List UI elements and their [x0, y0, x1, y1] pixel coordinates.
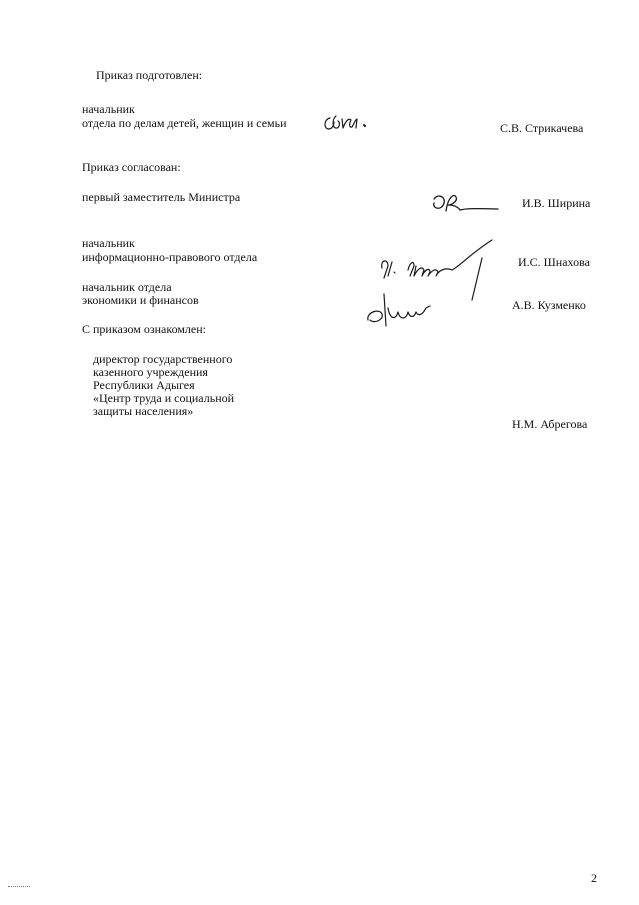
signer-3-position-line2: экономики и финансов	[82, 293, 199, 307]
signer-2-position-line1: начальник	[82, 236, 135, 250]
page-number: 2	[591, 871, 597, 885]
signature-strikacheva	[322, 110, 372, 134]
acquainted-heading: С приказом ознакомлен:	[82, 322, 207, 336]
acquainted-position-line2: казенного учреждения	[93, 365, 208, 379]
acquainted-name: Н.М. Абрегова	[512, 417, 588, 431]
acquainted-position-line4: «Центр труда и социальной	[93, 391, 235, 405]
prepared-heading: Приказ подготовлен:	[96, 68, 203, 82]
acquainted-position-line3: Республики Адыгея	[93, 378, 195, 392]
signer-3-name: А.В. Кузменко	[512, 298, 586, 312]
agreed-heading: Приказ согласован:	[82, 160, 181, 174]
signer-3-position-line1: начальник отдела	[82, 280, 172, 294]
signer-1-position: первый заместитель Министра	[82, 190, 241, 204]
acquainted-position-line1: директор государственного	[93, 352, 233, 366]
signer-2-position-line2: информационно-правового отдела	[82, 250, 258, 264]
scan-artifact	[8, 886, 30, 888]
acquainted-position-line5: защиты населения»	[93, 404, 194, 418]
prepared-position-line2: отдела по делам детей, женщин и семьи	[82, 116, 287, 130]
prepared-name: С.В. Стрикачева	[500, 121, 584, 135]
acquainted-position	[93, 353, 234, 418]
signer-1-name: И.В. Ширина	[522, 196, 591, 210]
signature-kuzmenko	[364, 290, 436, 332]
signature-shirina	[428, 189, 500, 217]
signer-2-name: И.С. Шнахова	[518, 255, 590, 269]
prepared-position-line1: начальник	[82, 102, 135, 116]
